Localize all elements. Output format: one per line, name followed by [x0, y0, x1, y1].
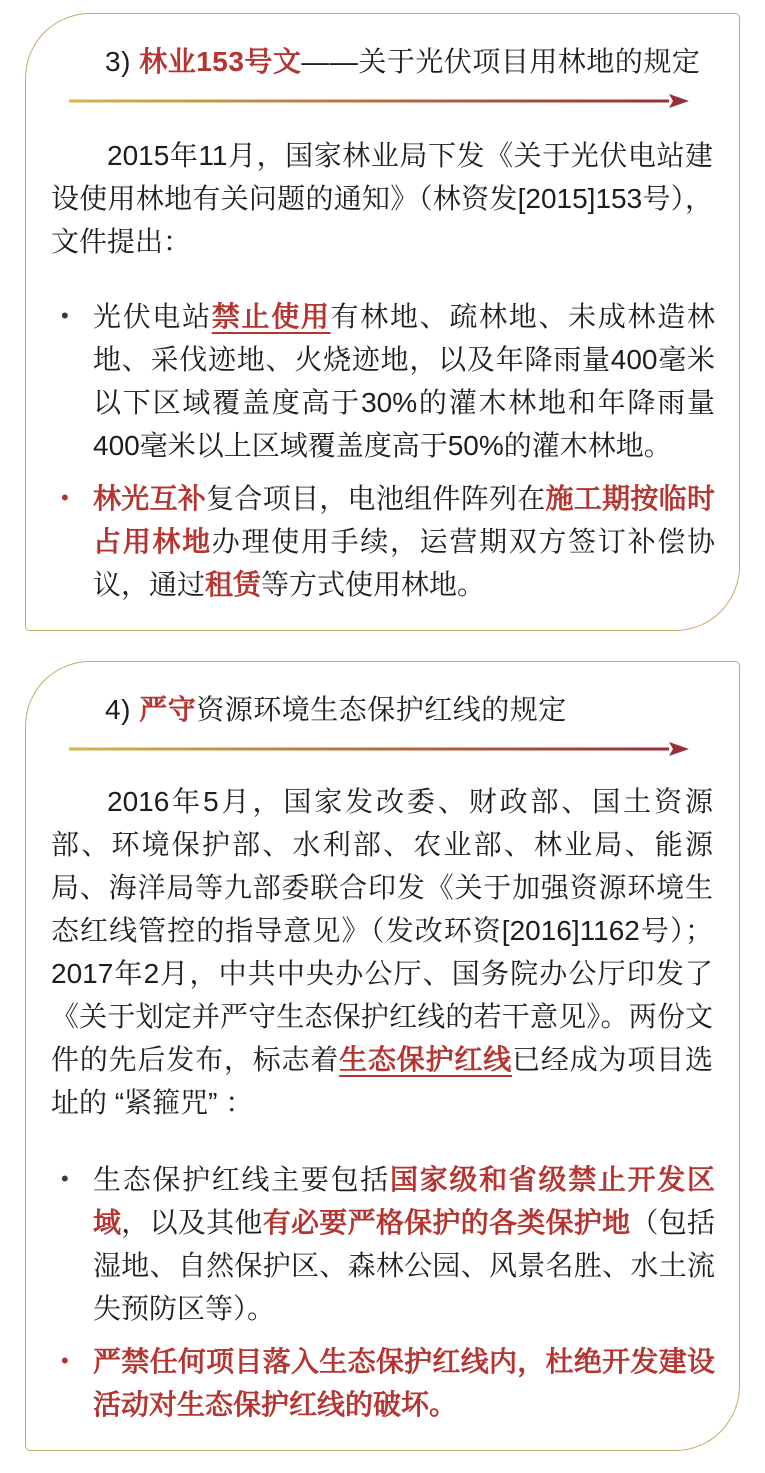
text-run: 有林地、疏林地、未成林造林地、采伐迹地、火烧迹地，以及年降雨量400毫米以下区域覆盖度高于30%的灌木林地和年降雨量400毫米以上区域覆盖度高于50%的灌木林地。: [93, 301, 715, 461]
bullet-item: [49, 295, 715, 467]
arrow-icon: [69, 92, 691, 110]
text-run: 有必要严格保护的各类保护地: [262, 1207, 631, 1238]
bullet-text: [93, 301, 715, 461]
bullet-marker: •: [61, 1166, 69, 1191]
section-3-title: [49, 42, 715, 82]
text-run: 林光互补: [93, 483, 207, 514]
text-run: 等方式使用林地。: [261, 569, 486, 600]
text-run: 2015年11月，国家林业局下发《关于光伏电站建设使用林地有关问题的通知》（林资发[2015]153号），文件提出：: [51, 140, 713, 257]
bullet-item: [49, 1158, 715, 1330]
text-run: 严守: [139, 694, 197, 725]
gradient-arrow-divider: [69, 92, 691, 110]
text-run: 生态保护红线主要包括: [93, 1164, 390, 1195]
bullet-marker: •: [61, 485, 69, 510]
text-run: 资源环境生态保护红线的规定: [196, 694, 567, 725]
document-page: [0, 13, 765, 1451]
section-3-bullet-list: [49, 295, 715, 606]
text-run: 已经成为项目选址的 “紧箍咒” ：: [51, 1044, 713, 1118]
gradient-arrow-divider: [69, 740, 691, 758]
text-run: 生态保护红线: [339, 1044, 513, 1075]
text-run: 禁止使用: [211, 301, 331, 332]
bullet-marker: •: [61, 303, 69, 328]
text-run: 4): [105, 694, 140, 725]
text-run: 租赁: [205, 569, 262, 600]
text-run: 严禁任何项目落入生态保护红线内，杜绝开发建设活动对生态保护红线的破坏。: [93, 1346, 715, 1420]
section-4-paragraph: [51, 780, 713, 1124]
bullet-item: [49, 477, 715, 606]
text-run: 林业153号文: [139, 46, 302, 77]
text-run: 光伏电站: [93, 301, 212, 332]
text-run: 施工期按临时占用林地: [93, 483, 715, 557]
arrow-icon: [69, 740, 691, 758]
bullet-text: [93, 483, 715, 600]
text-run: （包括湿地、自然保护区、森林公园、风景名胜、水土流失预防区等）。: [93, 1207, 715, 1324]
section-3-paragraph: [51, 134, 713, 263]
text-run: 国家级和省级禁止开发区域: [93, 1164, 715, 1238]
bullet-text: [93, 1164, 715, 1324]
text-run: 办理使用手续，运营期双方签订补偿协议，通过: [93, 526, 715, 600]
text-run: 2016年5月，国家发改委、财政部、国土资源部、环境保护部、水利部、农业部、林业局、能源局、海洋局等九部委联合印发《关于加强资源环境生态红线管控的指导意见》（发改环资[2016]1162号）；2017年2月，中共中央办公厅、国务院办公厅印发了《关于划定并严守生态保护红线的若干意见》。两份文件的先后发布，标志着: [51, 786, 713, 1075]
bullet-item: [49, 1340, 715, 1426]
section-card-ecological-redline: [25, 661, 740, 1451]
section-card-forestry-153: [25, 13, 740, 631]
section-4-title: [49, 690, 715, 730]
text-run: ，以及其他: [121, 1207, 263, 1238]
section-4-bullet-list: [49, 1158, 715, 1426]
bullet-text: [93, 1346, 715, 1420]
text-run: 复合项目，电池组件阵列在: [206, 483, 546, 514]
text-run: ——关于光伏项目用林地的规定: [301, 46, 701, 77]
bullet-marker: •: [61, 1348, 69, 1373]
text-run: 3): [105, 46, 140, 77]
